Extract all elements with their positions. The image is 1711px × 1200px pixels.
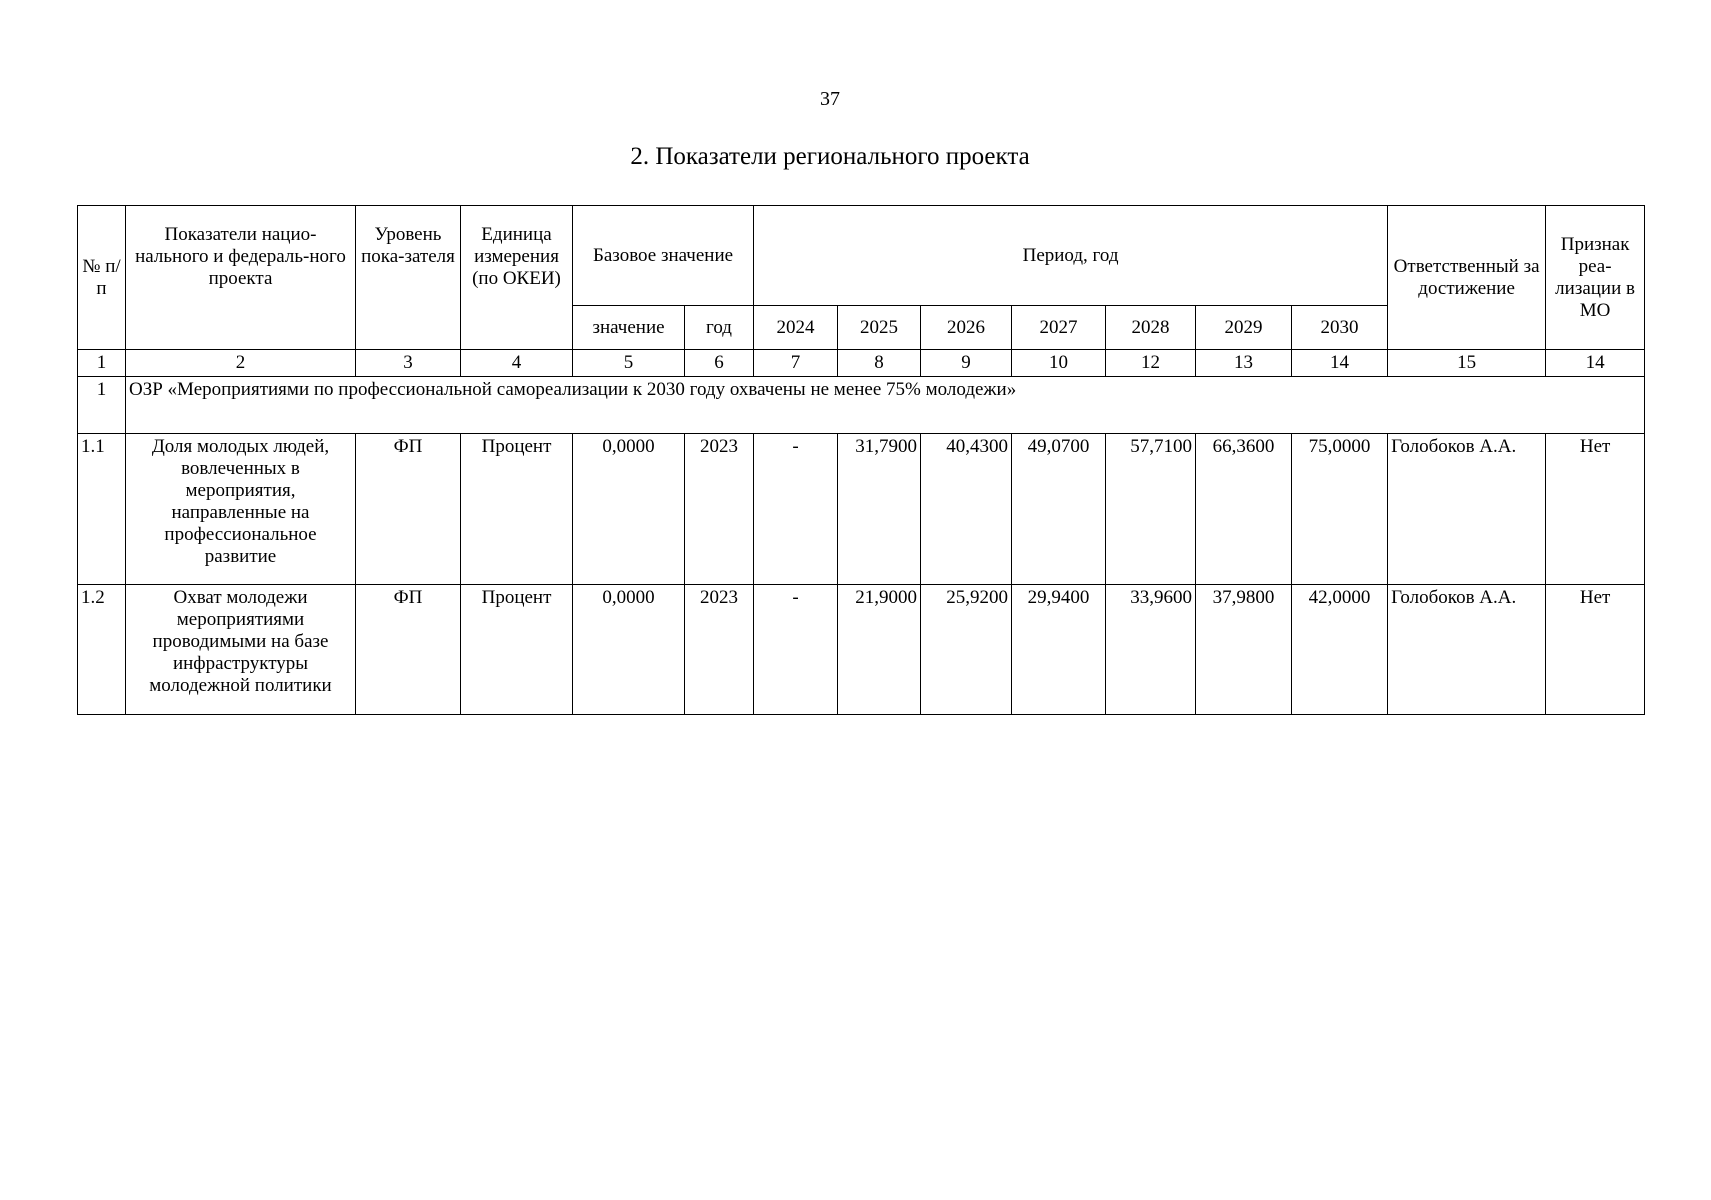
row-indicator-name: Охват молодежи мероприятиями проводимыми на базе инфраструктуры молодежной политики xyxy=(126,585,356,715)
header-row-1 xyxy=(78,206,1645,306)
row-indicator-name: Доля молодых людей, вовлеченных в мероприятия, направленные на профессиональное развитие xyxy=(126,434,356,585)
header-year: 2028 xyxy=(1106,306,1196,350)
row-sign: Нет xyxy=(1546,585,1645,715)
header-year: 2029 xyxy=(1196,306,1292,350)
header-year: 2026 xyxy=(921,306,1012,350)
column-number: 4 xyxy=(461,350,573,377)
column-numbers-row xyxy=(78,350,1645,377)
row-value-2027: 49,0700 xyxy=(1012,434,1106,585)
row-base-value: 0,0000 xyxy=(573,434,685,585)
row-value-2024: - xyxy=(754,585,838,715)
row-value-2030: 75,0000 xyxy=(1292,434,1388,585)
row-sign: Нет xyxy=(1546,434,1645,585)
row-level: ФП xyxy=(356,434,461,585)
header-base: Базовое значение xyxy=(573,206,754,306)
header-year: 2024 xyxy=(754,306,838,350)
column-number: 2 xyxy=(126,350,356,377)
row-value-2025: 31,7900 xyxy=(838,434,921,585)
indicators-table xyxy=(77,205,1645,715)
column-number: 8 xyxy=(838,350,921,377)
header-responsible: Ответственный за достижение xyxy=(1388,206,1546,350)
column-number: 5 xyxy=(573,350,685,377)
row-unit: Процент xyxy=(461,434,573,585)
row-value-2026: 25,9200 xyxy=(921,585,1012,715)
table-row xyxy=(78,434,1645,585)
header-level: Уровень пока-зателя xyxy=(356,206,461,350)
row-unit: Процент xyxy=(461,585,573,715)
header-sign: Признак реа-лизации в МО xyxy=(1546,206,1645,350)
column-number: 13 xyxy=(1196,350,1292,377)
header-base-year: год xyxy=(685,306,754,350)
column-number: 7 xyxy=(754,350,838,377)
row-value-2025: 21,9000 xyxy=(838,585,921,715)
row-responsible: Голобоков А.А. xyxy=(1388,585,1546,715)
row-num: 1.1 xyxy=(78,434,126,585)
row-base-year: 2023 xyxy=(685,585,754,715)
column-number: 1 xyxy=(78,350,126,377)
row-value-2030: 42,0000 xyxy=(1292,585,1388,715)
row-value-2027: 29,9400 xyxy=(1012,585,1106,715)
column-number: 14 xyxy=(1546,350,1645,377)
column-number: 3 xyxy=(356,350,461,377)
row-num: 1.2 xyxy=(78,585,126,715)
row-base-value: 0,0000 xyxy=(573,585,685,715)
row-base-year: 2023 xyxy=(685,434,754,585)
header-year: 2030 xyxy=(1292,306,1388,350)
row-level: ФП xyxy=(356,585,461,715)
header-unit: Единица измерения (по ОКЕИ) xyxy=(461,206,573,350)
header-period: Период, год xyxy=(754,206,1388,306)
column-number: 9 xyxy=(921,350,1012,377)
column-number: 12 xyxy=(1106,350,1196,377)
column-number: 14 xyxy=(1292,350,1388,377)
column-number: 10 xyxy=(1012,350,1106,377)
header-indicator: Показатели нацио-нального и федераль-ного проекта xyxy=(126,206,356,350)
header-num: № п/п xyxy=(78,206,126,350)
group-title: ОЗР «Мероприятиями по профессиональной самореализации к 2030 году охвачены не менее 75% молодежи» xyxy=(126,377,1645,434)
header-base-value: значение xyxy=(573,306,685,350)
group-row xyxy=(78,377,1645,434)
table-row xyxy=(78,585,1645,715)
column-number: 6 xyxy=(685,350,754,377)
row-value-2024: - xyxy=(754,434,838,585)
row-value-2026: 40,4300 xyxy=(921,434,1012,585)
column-number: 15 xyxy=(1388,350,1546,377)
page-number: 37 xyxy=(820,88,840,110)
header-year: 2025 xyxy=(838,306,921,350)
row-value-2028: 33,9600 xyxy=(1106,585,1196,715)
row-value-2028: 57,7100 xyxy=(1106,434,1196,585)
row-value-2029: 66,3600 xyxy=(1196,434,1292,585)
page-title: 2. Показатели регионального проекта xyxy=(630,143,1030,170)
group-num: 1 xyxy=(78,377,126,434)
row-value-2029: 37,9800 xyxy=(1196,585,1292,715)
header-year: 2027 xyxy=(1012,306,1106,350)
row-responsible: Голобоков А.А. xyxy=(1388,434,1546,585)
